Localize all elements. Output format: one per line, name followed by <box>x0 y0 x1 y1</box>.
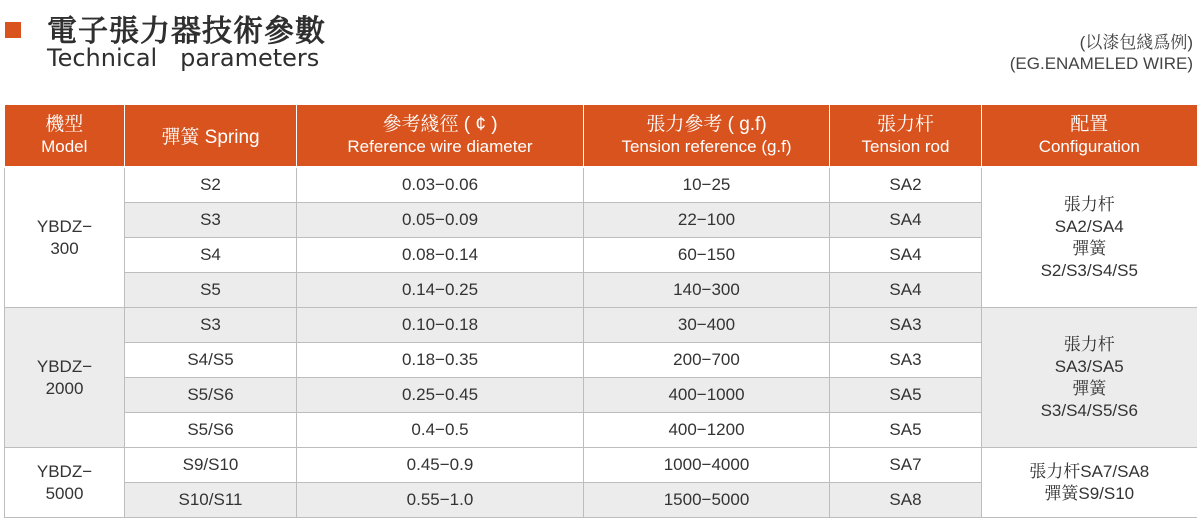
header-model <box>5 105 125 167</box>
spring-cell: S10/S11 <box>125 483 297 518</box>
header-config-cn: 配置 <box>1070 114 1109 135</box>
example-note-english: (EG.ENAMELED WIRE) <box>1009 54 1193 73</box>
config-line: 張力杆 <box>1063 194 1115 214</box>
spring-cell: S2 <box>125 167 297 203</box>
page-title-chinese: 電子張力器技術參數 <box>47 14 326 49</box>
spring-cell: S3 <box>125 308 297 343</box>
spring-cell: S5/S6 <box>125 378 297 413</box>
wire-diameter-cell: 0.10−0.18 <box>297 308 584 343</box>
model-cell <box>5 448 125 518</box>
wire-diameter-cell: 0.08−0.14 <box>297 238 584 273</box>
tension-rod-cell: SA7 <box>830 448 982 483</box>
spring-cell: S9/S10 <box>125 448 297 483</box>
model-name-line: YBDZ− <box>36 216 93 236</box>
tension-rod-cell: SA4 <box>830 238 982 273</box>
wire-diameter-cell: 0.14−0.25 <box>297 273 584 308</box>
title-bullet-icon <box>5 22 21 38</box>
spring-cell: S4 <box>125 238 297 273</box>
tension-cell: 1000−4000 <box>584 448 830 483</box>
tension-rod-cell: SA8 <box>830 483 982 518</box>
config-line: S3/S4/S5/S6 <box>1040 400 1138 420</box>
wire-diameter-cell: 0.18−0.35 <box>297 343 584 378</box>
header-config-en: Configuration <box>1038 137 1140 156</box>
wire-diameter-cell: 0.4−0.5 <box>297 413 584 448</box>
tension-cell: 140−300 <box>584 273 830 308</box>
config-line: 張力杆SA7/SA8 <box>1029 461 1150 481</box>
model-cell <box>5 308 125 448</box>
config-line: S2/S3/S4/S5 <box>1040 260 1138 280</box>
table-header-row <box>5 105 1197 167</box>
wire-diameter-cell: 0.05−0.09 <box>297 203 584 238</box>
tension-rod-cell: SA5 <box>830 413 982 448</box>
header-rod-en: Tension rod <box>861 137 950 156</box>
header-tension-cn: 張力參考 ( g.f) <box>646 114 767 135</box>
config-cell <box>982 448 1197 518</box>
model-name-line: 2000 <box>45 378 84 398</box>
page-title-english: Technical parameters <box>47 44 320 72</box>
header-rod-cn: 張力杆 <box>876 114 934 135</box>
config-line: 彈簧S9/S10 <box>1044 483 1135 503</box>
tension-cell: 22−100 <box>584 203 830 238</box>
header-tension-rod <box>830 105 982 167</box>
header-wire-cn: 參考綫徑 ( ¢ ) <box>382 114 498 135</box>
header-tension-en: Tension reference (g.f) <box>621 137 792 156</box>
wire-diameter-cell: 0.25−0.45 <box>297 378 584 413</box>
config-line: 彈簧 <box>1072 238 1107 258</box>
parameters-table <box>4 105 1197 518</box>
tension-cell: 30−400 <box>584 308 830 343</box>
config-cell <box>982 167 1197 308</box>
tension-cell: 60−150 <box>584 238 830 273</box>
header-spring-label: 彈簧 Spring <box>161 127 260 148</box>
header-configuration <box>982 105 1197 167</box>
header-model-en: Model <box>41 137 88 156</box>
spring-cell: S4/S5 <box>125 343 297 378</box>
wire-diameter-cell: 0.45−0.9 <box>297 448 584 483</box>
wire-diameter-cell: 0.55−1.0 <box>297 483 584 518</box>
tension-rod-cell: SA4 <box>830 203 982 238</box>
header-spring <box>125 105 297 167</box>
model-name-line: 300 <box>50 238 79 258</box>
spring-cell: S5 <box>125 273 297 308</box>
tension-cell: 10−25 <box>584 167 830 203</box>
config-cell <box>982 308 1197 448</box>
model-name-line: YBDZ− <box>36 356 93 376</box>
table-row <box>5 448 1197 483</box>
tension-rod-cell: SA3 <box>830 343 982 378</box>
header-wire-diameter <box>297 105 584 167</box>
header-wire-en: Reference wire diameter <box>347 137 533 156</box>
spring-cell: S5/S6 <box>125 413 297 448</box>
tension-cell: 200−700 <box>584 343 830 378</box>
example-note <box>1010 32 1193 74</box>
tension-cell: 400−1000 <box>584 378 830 413</box>
tension-rod-cell: SA3 <box>830 308 982 343</box>
header-model-cn: 機型 <box>45 114 84 135</box>
model-name-line: YBDZ− <box>36 461 93 481</box>
tension-cell: 1500−5000 <box>584 483 830 518</box>
header-tension <box>584 105 830 167</box>
config-line: SA3/SA5 <box>1054 356 1124 376</box>
model-cell <box>5 167 125 308</box>
tension-cell: 400−1200 <box>584 413 830 448</box>
table-row <box>5 308 1197 343</box>
tension-rod-cell: SA2 <box>830 167 982 203</box>
tension-rod-cell: SA4 <box>830 273 982 308</box>
table-row <box>5 167 1197 203</box>
config-line: 張力杆 <box>1063 334 1115 354</box>
wire-diameter-cell: 0.03−0.06 <box>297 167 584 203</box>
config-line: 彈簧 <box>1072 378 1107 398</box>
example-note-chinese: (以漆包綫爲例) <box>1079 33 1193 52</box>
model-name-line: 5000 <box>45 483 84 503</box>
spring-cell: S3 <box>125 203 297 238</box>
tension-rod-cell: SA5 <box>830 378 982 413</box>
config-line: SA2/SA4 <box>1054 216 1124 236</box>
